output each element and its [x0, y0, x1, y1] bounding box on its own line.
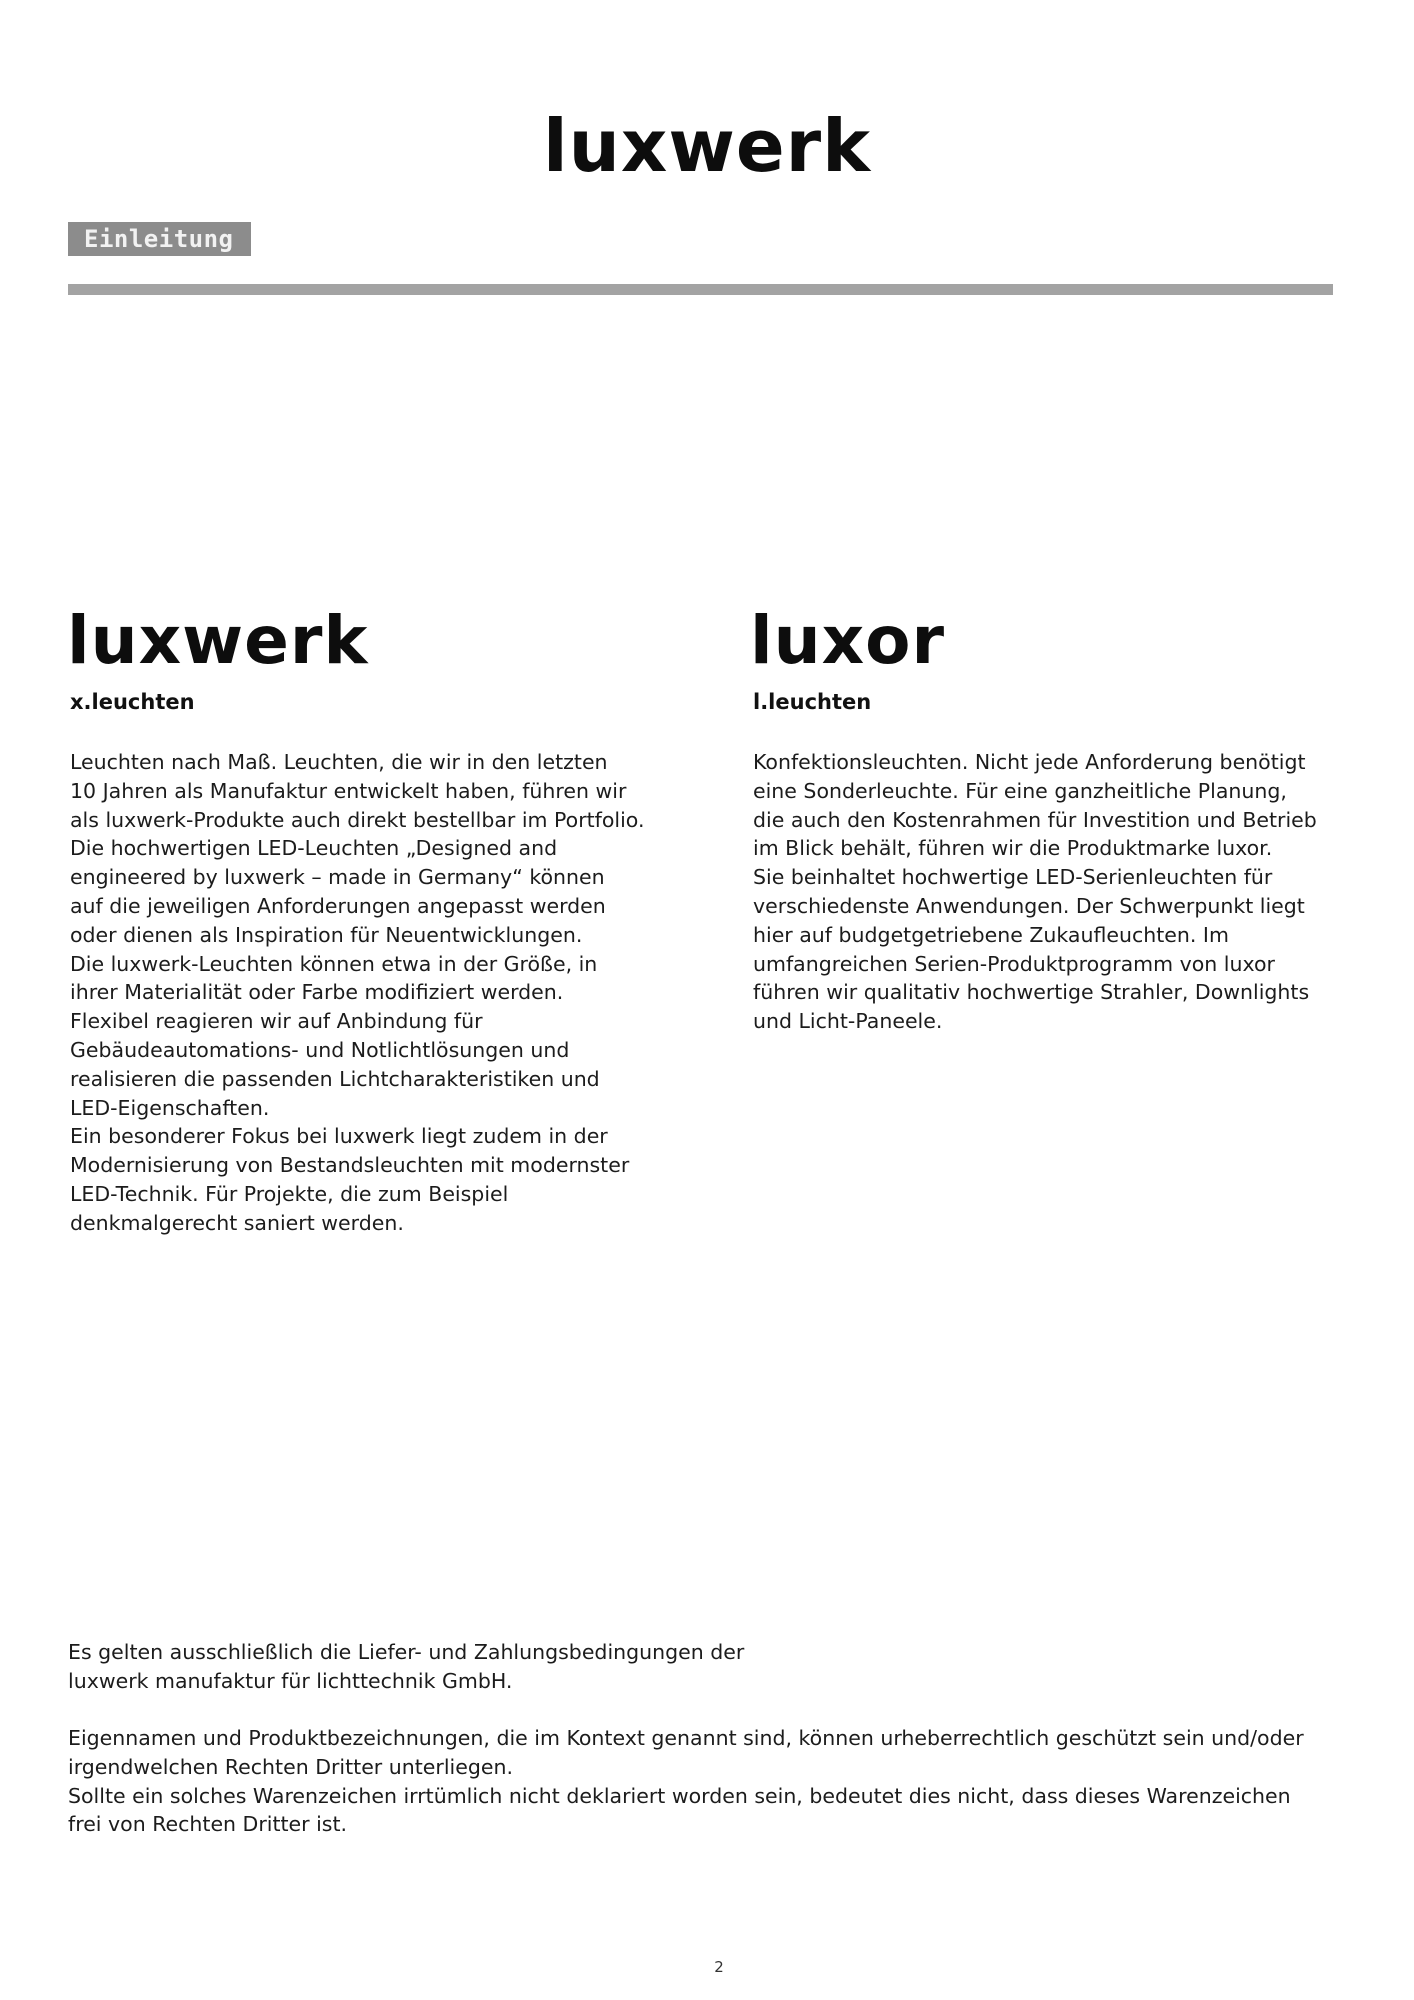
page-number: 2	[714, 1958, 724, 1976]
text-line: hier auf budgetgetriebene Zukaufleuchten. Im	[753, 922, 1229, 947]
header-logo	[0, 104, 1414, 188]
brand-logo-luxwerk: luxwerk	[67, 602, 369, 679]
text-line: Konfektionsleuchten. Nicht jede Anforderung benötigt	[753, 750, 1306, 774]
trademark-disclaimer	[68, 1724, 1304, 1839]
text-line: irgendwelchen Rechten Dritter unterliegen.	[68, 1754, 513, 1779]
text-line: realisieren die passenden Lichtcharakteristiken und	[70, 1066, 600, 1091]
text-line: umfangreichen Serien-Produktprogramm von luxor	[753, 951, 1275, 976]
text-line: LED-Technik. Für Projekte, die zum Beispiel	[70, 1181, 509, 1206]
text-line: ihrer Materialität oder Farbe modifiziert werden.	[70, 980, 564, 1005]
text-line: Sollte ein solches Warenzeichen irrtümlich nicht deklariert worden sein, bedeutet dies nicht, dass dieses Warenzeichen	[68, 1783, 1291, 1808]
text-line: engineered by luxwerk – made in Germany“ können	[70, 865, 605, 890]
text-line: oder dienen als Inspiration für Neuentwicklungen.	[70, 922, 583, 947]
text-line: verschiedenste Anwendungen. Der Schwerpunkt liegt	[753, 893, 1305, 918]
text-line: führen wir qualitativ hochwertige Strahler, Downlights	[753, 980, 1310, 1005]
text-line: Die hochwertigen LED-Leuchten „Designed and	[70, 836, 558, 861]
section-divider	[68, 284, 1333, 295]
text-line: und Licht-Paneele.	[753, 1009, 943, 1034]
brand-logo-luxor: luxor	[750, 602, 946, 679]
text-line: Modernisierung von Bestandsleuchten mit modernster	[70, 1153, 630, 1178]
text-line: frei von Rechten Dritter ist.	[68, 1812, 348, 1837]
luxwerk-description	[70, 748, 670, 1238]
terms-notice	[68, 1638, 744, 1696]
section-tab-einleitung: Einleitung	[68, 222, 251, 256]
text-line: im Blick behält, führen wir die Produktmarke luxor.	[753, 836, 1273, 861]
text-line: denkmalgerecht saniert werden.	[70, 1210, 404, 1235]
text-line: Sie beinhaltet hochwertige LED-Serienleuchten für	[753, 865, 1273, 890]
text-line: Gebäudeautomations- und Notlichtlösungen und	[70, 1037, 570, 1062]
subheading-l-leuchten: l.leuchten	[753, 690, 872, 714]
text-line: Eigennamen und Produktbezeichnungen, die im Kontext genannt sind, können urheberrechtlich geschützt sein und/oder	[68, 1726, 1304, 1750]
header-logo-text: luxwerk	[542, 104, 872, 188]
text-line: Es gelten ausschließlich die Liefer- und Zahlungsbedingungen der	[68, 1640, 745, 1664]
subheading-x-leuchten: x.leuchten	[70, 690, 195, 714]
text-line: die auch den Kostenrahmen für Investition und Betrieb	[753, 807, 1317, 832]
text-line: 10 Jahren als Manufaktur entwickelt haben, führen wir	[70, 778, 627, 803]
text-line: Leuchten nach Maß. Leuchten, die wir in den letzten	[70, 750, 608, 774]
text-line: auf die jeweiligen Anforderungen angepasst werden	[70, 893, 606, 918]
text-line: als luxwerk-Produkte auch direkt bestellbar im Portfolio.	[70, 807, 645, 832]
text-line: LED-Eigenschaften.	[70, 1095, 270, 1120]
text-line: luxwerk manufaktur für lichttechnik GmbH.	[68, 1668, 513, 1693]
luxor-description	[753, 748, 1353, 1036]
text-line: Flexibel reagieren wir auf Anbindung für	[70, 1009, 483, 1034]
text-line: eine Sonderleuchte. Für eine ganzheitliche Planung,	[753, 778, 1287, 803]
text-line: Ein besonderer Fokus bei luxwerk liegt zudem in der	[70, 1124, 608, 1149]
text-line: Die luxwerk-Leuchten können etwa in der Größe, in	[70, 951, 598, 976]
